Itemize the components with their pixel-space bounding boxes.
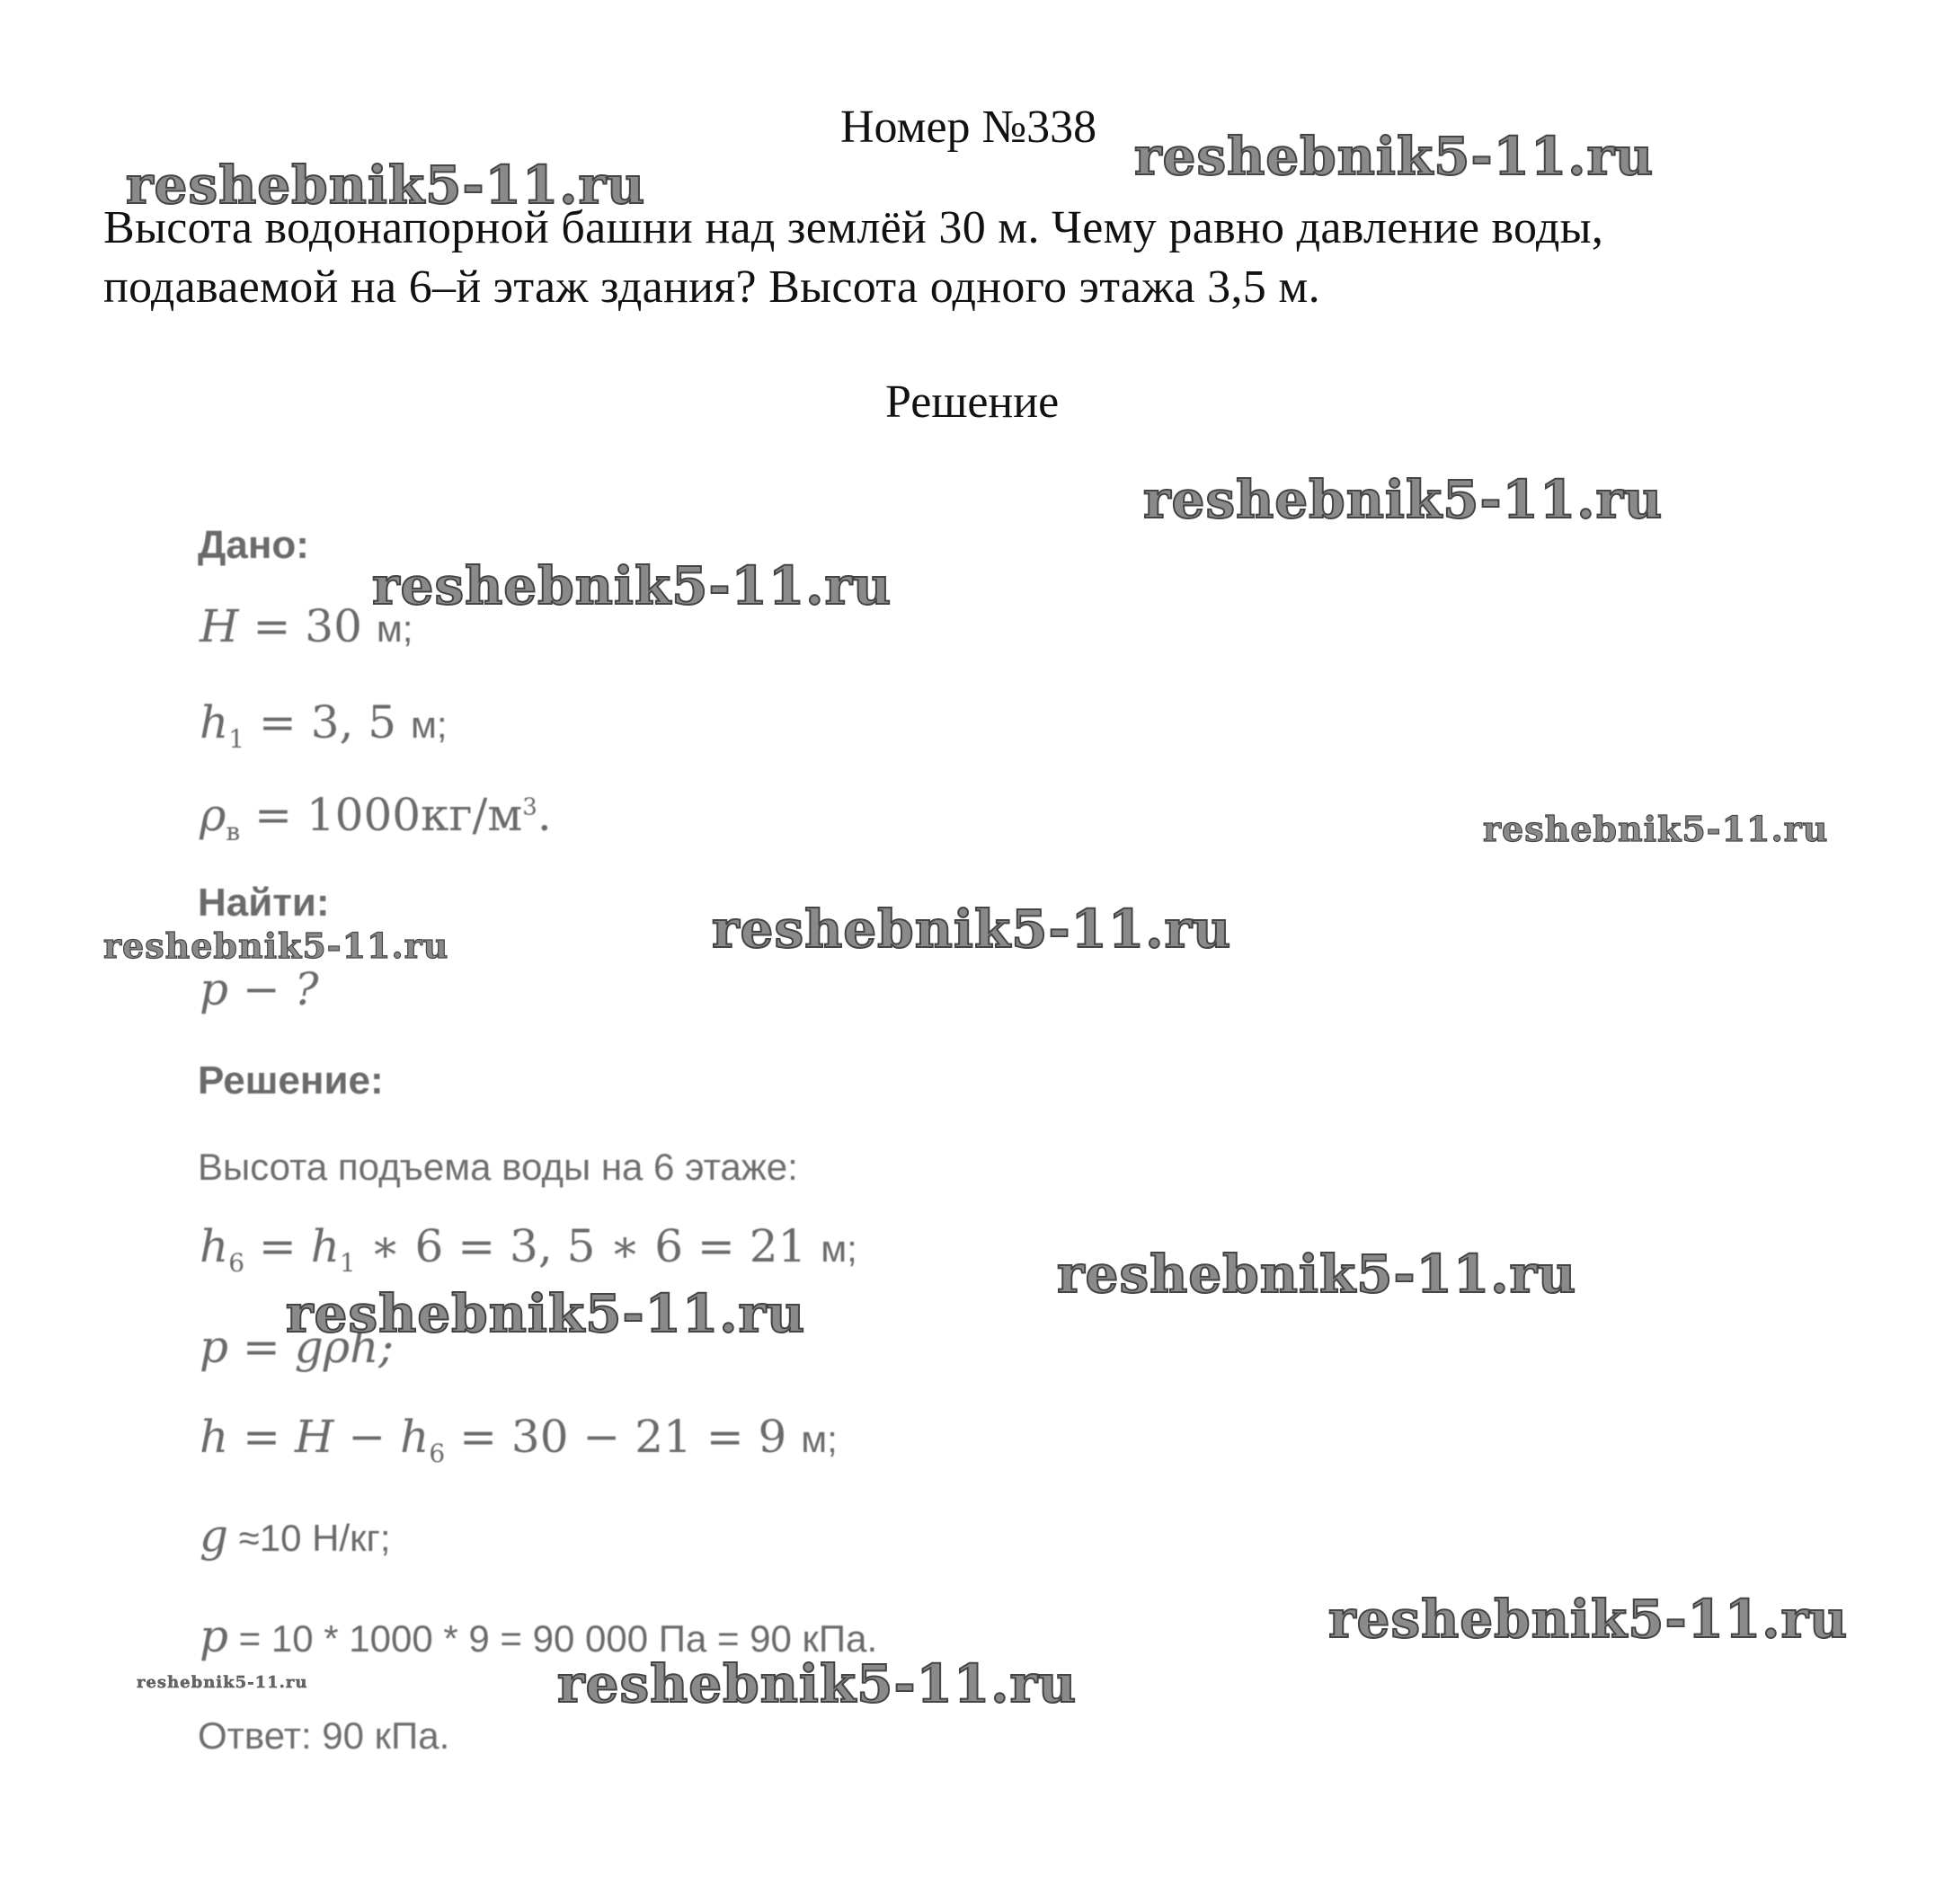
problem-number-title: Номер №338	[840, 102, 1097, 153]
solution-label: Решение:	[198, 1058, 384, 1103]
solution-step-text: Высота подъема воды на 6 этаже:	[198, 1146, 798, 1188]
watermark: reshebnik5-11.ru	[1143, 469, 1664, 530]
given-density: $\rho_в = 1000кг/м^3$.	[200, 789, 552, 846]
watermark: reshebnik5-11.ru	[1134, 126, 1655, 187]
watermark: reshebnik5-11.ru	[712, 899, 1232, 960]
watermark: reshebnik5-11.ru	[1483, 809, 1829, 849]
watermark: reshebnik5-11.ru	[286, 1283, 806, 1344]
watermark: reshebnik5-11.ru	[1328, 1589, 1849, 1650]
formula-pressure: p = gρh;	[200, 1321, 395, 1373]
watermark: reshebnik5-11.ru	[1057, 1244, 1577, 1305]
watermark: reshebnik5-11.ru	[557, 1653, 1078, 1714]
find-value: p − ?	[200, 963, 319, 1015]
find-label: Найти:	[198, 881, 330, 925]
given-label: Дано:	[198, 523, 309, 567]
problem-text-line-1: Высота водонапорной башни над землёй 30 м. Чему равно давление воды,	[103, 202, 1604, 253]
solution-heading: Решение	[885, 376, 1060, 428]
given-height: H = 30 м;	[200, 600, 413, 652]
given-floor-height: $h_1 = 3$, 5 м;	[200, 696, 448, 754]
formula-h6: $h_6 = h_1$ ∗ 6 = 3, 5 ∗ 6 = 21 м;	[200, 1220, 857, 1278]
formula-h: $h = H - h_6 = 30 - 21 = 9$ м;	[200, 1411, 838, 1468]
formula-result: p = 10 * 1000 * 9 = 90 000 Па = 90 кПа.	[200, 1610, 878, 1662]
watermark: reshebnik5-11.ru	[137, 1673, 308, 1692]
watermark: reshebnik5-11.ru	[103, 925, 449, 966]
formula-g: g ≈10 Н/кг;	[200, 1510, 391, 1562]
answer-text: Ответ: 90 кПа.	[198, 1714, 450, 1757]
watermark: reshebnik5-11.ru	[372, 555, 892, 616]
problem-text-line-2: подаваемой на 6–й этаж здания? Высота одного этажа 3,5 м.	[103, 261, 1320, 313]
watermark: reshebnik5-11.ru	[126, 155, 646, 216]
